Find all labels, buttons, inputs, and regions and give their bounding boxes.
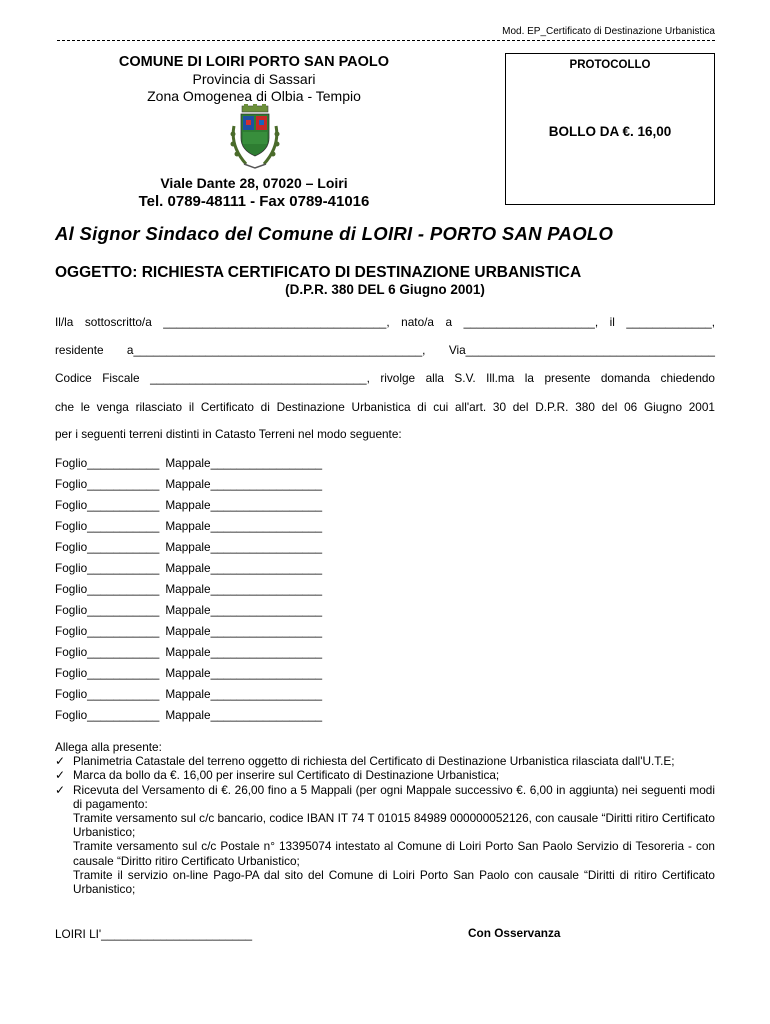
- mappale-field[interactable]: Mappale_________________: [165, 540, 323, 554]
- place-date-field[interactable]: LOIRI LI'_______________________: [55, 927, 253, 941]
- parcel-row[interactable]: [55, 708, 322, 722]
- stamp-duty-label: BOLLO DA €. 16,00: [548, 124, 672, 139]
- mappale-field[interactable]: Mappale_________________: [165, 561, 323, 575]
- request-text: che le venga rilasciato il Certificato di Destinazione Urbanistica di cui all'art. 30 del D.P.R. 380 del 06 Giugno 2001: [55, 400, 715, 414]
- mappale-field[interactable]: Mappale_________________: [165, 645, 323, 659]
- foglio-field[interactable]: Foglio___________: [55, 582, 160, 596]
- parcel-row[interactable]: [55, 645, 322, 659]
- mappale-field[interactable]: Mappale_________________: [165, 687, 323, 701]
- mappale-field[interactable]: Mappale_________________: [165, 603, 323, 617]
- mappale-field[interactable]: Mappale_________________: [165, 519, 323, 533]
- attachments-section: [55, 740, 715, 896]
- mappale-field[interactable]: Mappale_________________: [165, 666, 323, 680]
- foglio-field[interactable]: Foglio___________: [55, 603, 160, 617]
- parcel-row[interactable]: [55, 498, 322, 512]
- form-model-reference: Mod. EP_Certificato di Destinazione Urbanistica: [502, 26, 715, 37]
- mappale-field[interactable]: Mappale_________________: [165, 582, 323, 596]
- municipality-address: Viale Dante 28, 07020 – Loiri: [160, 175, 348, 191]
- check-icon: ✓: [55, 754, 65, 769]
- municipality-name: COMUNE DI LOIRI PORTO SAN PAOLO: [118, 54, 390, 70]
- protocol-box: [505, 53, 715, 205]
- municipality-phone: Tel. 0789-48111 - Fax 0789-41016: [138, 193, 370, 210]
- mappale-field[interactable]: Mappale_________________: [165, 498, 323, 512]
- subject-reference: (D.P.R. 380 DEL 6 Giugno 2001): [285, 282, 485, 297]
- foglio-field[interactable]: Foglio___________: [55, 540, 160, 554]
- municipality-header: [80, 54, 428, 104]
- mappale-field[interactable]: Mappale_________________: [165, 477, 323, 491]
- attachment-item: [55, 768, 715, 782]
- attachment-item-text: Ricevuta del Versamento di €. 26,00 fino a 5 Mappali (per ogni Mappale successivo €. 6,00 in aggiunta) nei seguenti modi di pagamento:: [73, 782, 715, 811]
- payment-option: Tramite versamento sul c/c Postale n° 13395074 intestato al Comune di Loiri Porto San Paolo Servizio di Tesoreria - con causale “Diritto ritiro Certificato Urbanistico;: [73, 839, 715, 868]
- addressee-line: Al Signor Sindaco del Comune di LOIRI - PORTO SAN PAOLO: [55, 223, 614, 244]
- parcel-row[interactable]: [55, 519, 322, 533]
- coat-of-arms-icon: [226, 104, 284, 176]
- parcels-intro: per i seguenti terreni distinti in Catasto Terreni nel modo seguente:: [55, 427, 402, 441]
- parcel-row[interactable]: [55, 666, 322, 680]
- parcel-row[interactable]: [55, 582, 322, 596]
- parcel-row[interactable]: [55, 540, 322, 554]
- foglio-field[interactable]: Foglio___________: [55, 708, 160, 722]
- zone-name: Zona Omogenea di Olbia - Tempio: [147, 88, 361, 104]
- parcel-row[interactable]: [55, 624, 322, 638]
- header-divider: [57, 40, 715, 41]
- check-icon: ✓: [55, 782, 65, 797]
- foglio-field[interactable]: Foglio___________: [55, 477, 160, 491]
- foglio-field[interactable]: Foglio___________: [55, 498, 160, 512]
- parcel-row[interactable]: [55, 687, 322, 701]
- attachment-item: [55, 754, 715, 768]
- attachment-item-text: Planimetria Catastale del terreno oggetto di richiesta del Certificato di Destinazione Urbanistica rilasciata dall'U.T.E;: [73, 754, 675, 769]
- payment-option: Tramite versamento sul c/c bancario, codice IBAN IT 74 T 01015 84989 000000052126, con causale “Diritti ritiro Certificato Urbanistico;: [73, 811, 715, 840]
- foglio-field[interactable]: Foglio___________: [55, 687, 160, 701]
- attachment-item-text: Marca da bollo da €. 16,00 per inserire sul Certificato di Destinazione Urbanistica;: [73, 768, 500, 783]
- protocol-label: PROTOCOLLO: [569, 59, 651, 71]
- attachment-item: [55, 783, 715, 811]
- parcel-row[interactable]: [55, 561, 322, 575]
- mappale-field[interactable]: Mappale_________________: [165, 624, 323, 638]
- parcel-row[interactable]: [55, 477, 322, 491]
- attachments-intro: Allega alla presente:: [55, 740, 162, 754]
- foglio-field[interactable]: Foglio___________: [55, 624, 160, 638]
- foglio-field[interactable]: Foglio___________: [55, 561, 160, 575]
- parcel-row[interactable]: [55, 456, 322, 470]
- foglio-field[interactable]: Foglio___________: [55, 645, 160, 659]
- foglio-field[interactable]: Foglio___________: [55, 456, 160, 470]
- tax-code-field[interactable]: Codice Fiscale _________________________________, rivolge alla S.V. Ill.ma la presente domanda chiedendo: [55, 371, 715, 385]
- closing-signature: Con Osservanza: [468, 926, 561, 940]
- parcel-row[interactable]: [55, 603, 322, 617]
- payment-option: Tramite il servizio on-line Pago-PA dal sito del Comune di Loiri Porto San Paolo con causale “Diritti di ritiro Certificato Urbanistico;: [73, 867, 715, 897]
- mappale-field[interactable]: Mappale_________________: [165, 456, 323, 470]
- province-name: Provincia di Sassari: [192, 71, 316, 87]
- applicant-name-field[interactable]: Il/la sottoscritto/a __________________________________, nato/a a ____________________, il _____________,: [55, 315, 715, 329]
- subject-title: OGGETTO: RICHIESTA CERTIFICATO DI DESTINAZIONE URBANISTICA: [55, 264, 582, 281]
- check-icon: ✓: [55, 768, 65, 783]
- foglio-field[interactable]: Foglio___________: [55, 666, 160, 680]
- residence-field[interactable]: residente a____________________________________________, Via______________________________________: [55, 343, 715, 357]
- mappale-field[interactable]: Mappale_________________: [165, 708, 323, 722]
- foglio-field[interactable]: Foglio___________: [55, 519, 160, 533]
